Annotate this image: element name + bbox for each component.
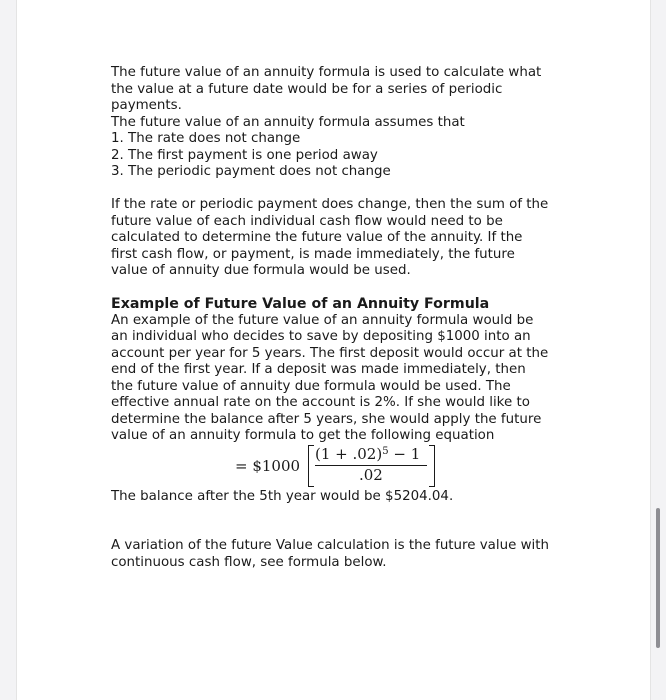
paragraph-line: value of an annuity formula to get the following equation — [111, 428, 495, 443]
right-bracket — [429, 445, 435, 487]
paragraph-line: an individual who decides to save by depositing $1000 into an — [111, 329, 531, 344]
formula-denominator: .02 — [359, 465, 383, 484]
example-heading: Example of Future Value of an Annuity Formula — [111, 296, 490, 312]
paragraph-line: determine the balance after 5 years, she would apply the future — [111, 411, 542, 427]
assumption-item: 2. The first payment is one period away — [111, 147, 378, 163]
numerator-base: (1 + .02) — [315, 444, 383, 463]
numerator-tail: − 1 — [388, 444, 421, 463]
paragraph-line: calculated to determine the future value of the annuity. If the — [111, 230, 523, 245]
paragraph-line: value of annuity due formula would be used. — [111, 263, 411, 278]
assumptions-intro: The future value of an annuity formula assumes that — [111, 114, 465, 130]
paragraph-line: An example of the future value of an annuity formula would be — [111, 312, 534, 328]
intro-line: The future value of an annuity formula is used to calculate what — [111, 65, 542, 80]
intro-line: payments. — [111, 98, 182, 113]
paragraph-gap — [111, 280, 561, 297]
formula-numerator — [315, 444, 420, 463]
paragraph-line: account per year for 5 years. The first deposit would occur at the — [111, 345, 549, 361]
paragraph-line: continuous cash flow, see formula below. — [111, 554, 387, 570]
annuity-formula — [111, 445, 561, 489]
left-bracket — [308, 445, 314, 487]
paragraph-gap — [111, 181, 561, 198]
paragraph-line: effective annual rate on the account is 2%. If she would like to — [111, 395, 530, 410]
intro-line: the value at a future date would be for a series of periodic — [111, 81, 503, 97]
paragraph-line: A variation of the future Value calculation is the future value with — [111, 538, 549, 553]
paragraph-gap — [111, 522, 561, 539]
paragraph-line: the future value of annuity due formula would be used. The — [111, 378, 511, 394]
assumption-item: 1. The rate does not change — [111, 131, 301, 146]
numerator-exponent: 5 — [382, 445, 389, 457]
assumption-item: 3. The periodic payment does not change — [111, 164, 391, 179]
article-body — [111, 65, 561, 571]
vertical-scrollbar[interactable] — [656, 508, 660, 648]
paragraph-line: If the rate or periodic payment does change, then the sum of the — [111, 197, 549, 212]
paragraph-line: end of the first year. If a deposit was made immediately, then — [111, 362, 526, 377]
balance-result: The balance after the 5th year would be $5204.04. — [111, 488, 454, 504]
document-page — [16, 0, 651, 700]
paragraph-line: future value of each individual cash flow would need to be — [111, 213, 503, 229]
paragraph-gap — [111, 505, 561, 522]
formula-lhs: = $1000 — [235, 456, 301, 475]
paragraph-line: first cash flow, or payment, is made immediately, the future — [111, 246, 515, 262]
